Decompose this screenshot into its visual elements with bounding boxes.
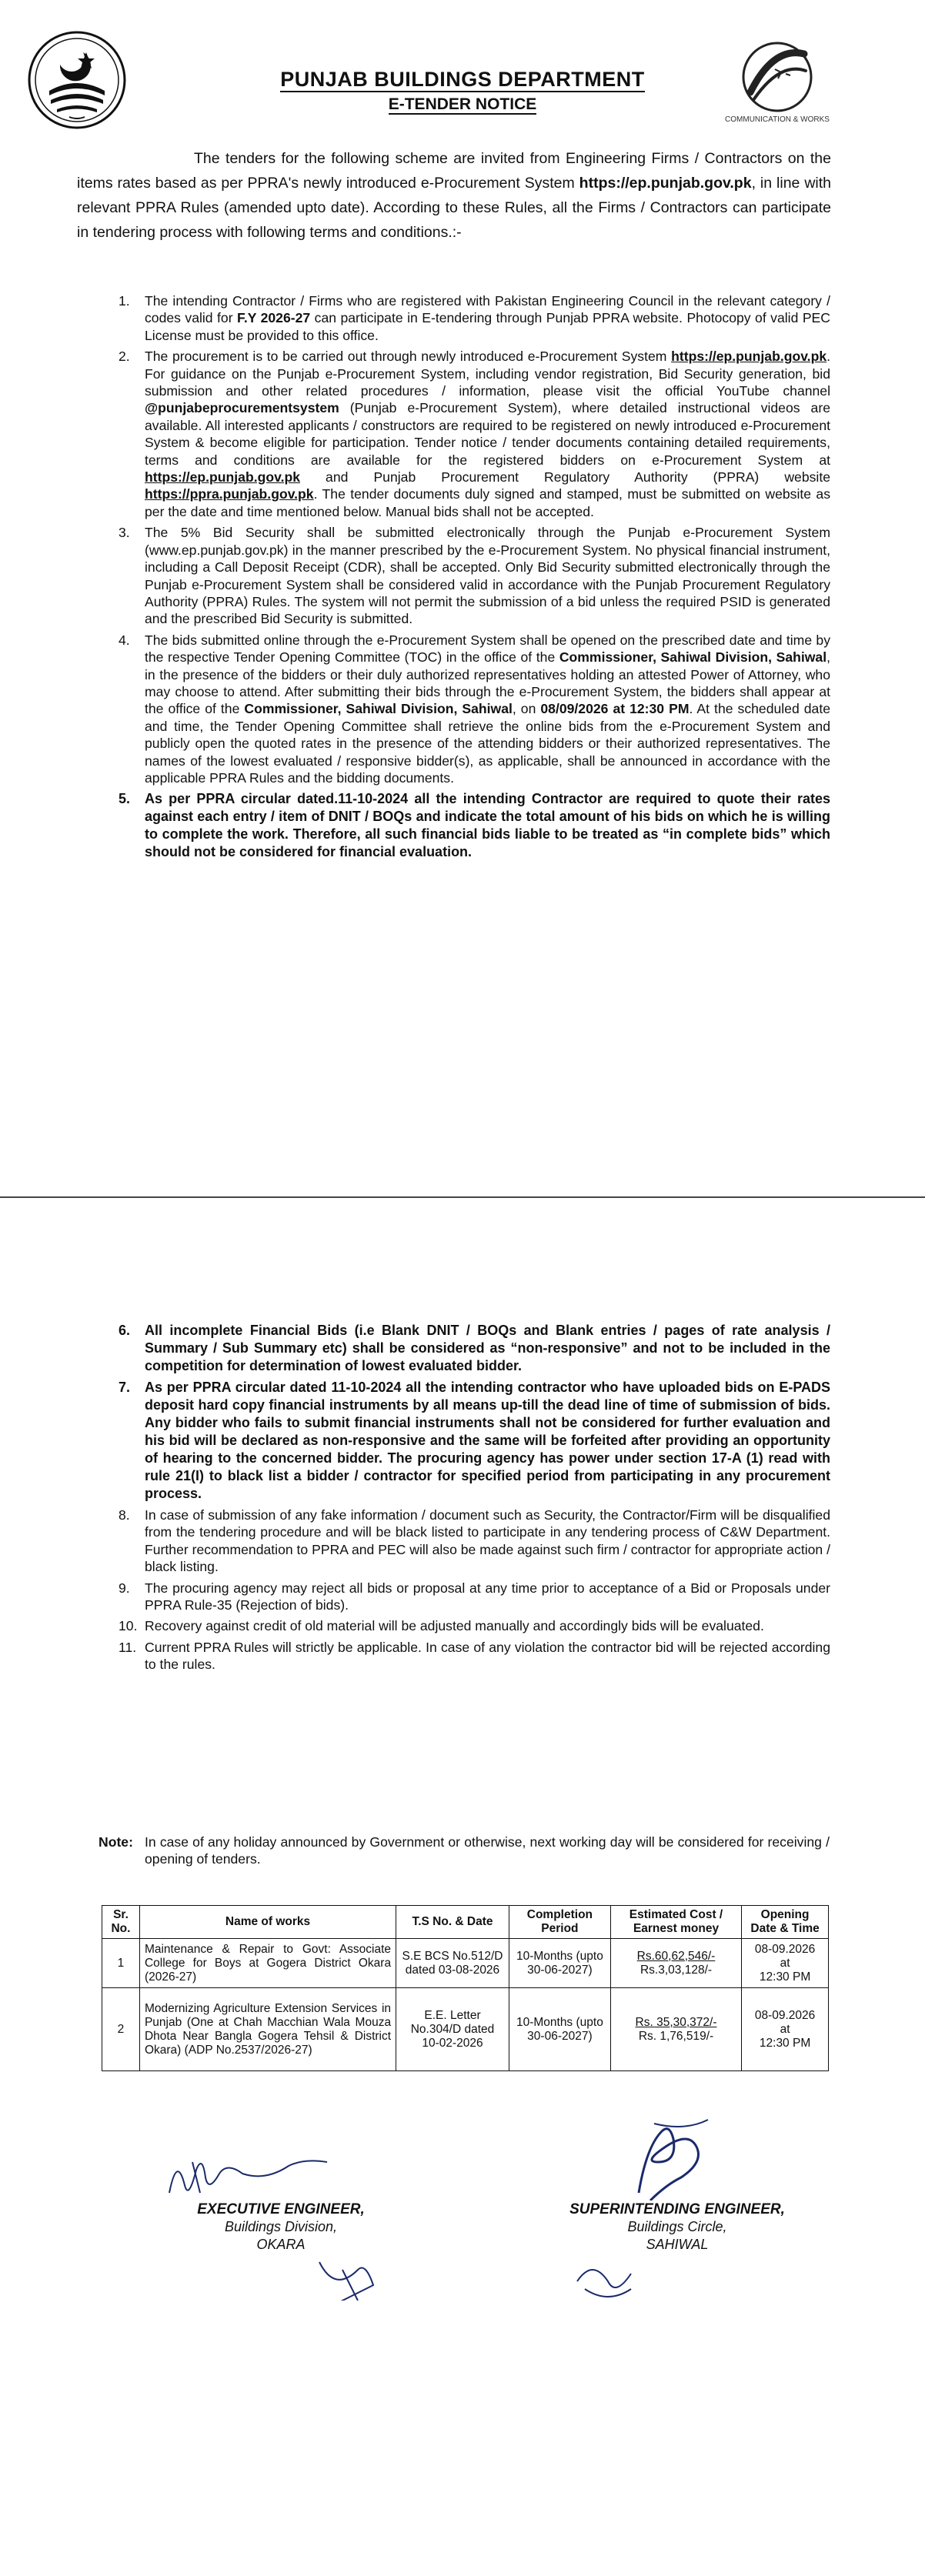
works-table — [102, 1905, 829, 2071]
signatory-office: Buildings Division, — [224, 2219, 338, 2234]
eprocurement-link[interactable]: https://ep.punjab.gov.pk — [579, 175, 752, 192]
col-header-cost: Estimated Cost / Earnest money — [610, 1906, 741, 1939]
earnest-money: Rs. 1,76,519/- — [638, 2029, 714, 2043]
cell-name: Modernizing Agriculture Extension Services in Punjab (One at Chah Macchian Wala Mouza Dhota Near Bangla Gogera Tehsil & District Okara) (ADP No.2537/2026-27) — [139, 1988, 396, 2071]
cell-name: Maintenance & Repair to Govt: Associate College for Boys at Gogera District Okara (2026-27) — [139, 1939, 396, 1988]
superintending-engineer-signature-block — [550, 2201, 804, 2254]
cell-sr: 2 — [102, 1988, 140, 2071]
right-logo-caption: COMMUNICATION & WORKS — [725, 115, 830, 124]
ppra-website-link[interactable]: https://ppra.punjab.gov.pk — [145, 486, 314, 502]
term-2: 2. The procurement is to be carried out through newly introduced e-Procurement System https://ep.punjab.gov.pk. For guidance on the Punjab e-Procurement System, including vendor registration, Bid Security generation, bid submission and other related procedures / information, please visit the official YouTube channel @punjabeprocurementsystem (Punjab e-Procurement System), where detailed instructional videos are available. All interested applicants / constructors are required to be registered on newly introduced e-Procurement System & become eligible for participation. Tender notice / tender documents containing detailed requirements, terms and conditions are available for the registered bidders on e-Procurement System at https://ep.punjab.gov.pk and Punjab Procurement Regulatory Authority (PPRA) website https://ppra.punjab.gov.pk. The tender documents duly signed and stamped, must be submitted on website as per the date and time mentioned below. Manual bids shall not be accepted. — [119, 349, 830, 519]
youtube-channel-link[interactable]: @punjabeprocurementsystem — [145, 400, 339, 416]
cell-opening: 08-09.2026 at 12:30 PM — [742, 1988, 829, 2071]
earnest-money: Rs.3,03,128/- — [639, 1963, 713, 1977]
signatory-office: Buildings Circle, — [627, 2219, 727, 2234]
term-6: 6. All incomplete Financial Bids (i.e Blank DNIT / BOQs and Blank entries / pages of rate analysis / Summary / Sub Summary etc) shall be considered as “non-responsive” and not to be included in the competition for determination of lowest evaluated bidder. — [119, 1323, 830, 1373]
signatory-title: EXECUTIVE ENGINEER, — [197, 2201, 365, 2217]
note-block — [99, 1834, 830, 1868]
executive-engineer-signature-icon — [162, 2147, 339, 2208]
cell-ts: S.E BCS No.512/D dated 03-08-2026 — [396, 1939, 509, 1988]
terms-list-page-two — [109, 1322, 830, 1677]
eprocurement-link[interactable]: https://ep.punjab.gov.pk — [671, 349, 827, 365]
table-row — [102, 1939, 829, 1988]
table-row — [102, 1988, 829, 2071]
note-label: Note: — [99, 1834, 133, 1850]
cell-completion: 10-Months (upto 30-06-2027) — [509, 1988, 610, 2071]
terms-list-page-one — [109, 292, 830, 865]
eprocurement-link[interactable]: https://ep.punjab.gov.pk — [145, 469, 300, 486]
term-4: 4. The bids submitted online through the e-Procurement System shall be opened on the prescribed date and time by the respective Tender Opening Committee (TOC) in the office of the Commissioner, Sahiwal Division, Sahiwal, in the presence of the bidders or their duly authorized representatives holding an attested Power of Attorney, who may choose to attend. After submitting their bids through the e-Procurement System, the bidders shall appear at the office of the Commissioner, Sahiwal Division, Sahiwal, on 08/09/2026 at 12:30 PM. At the scheduled date and time, the Tender Opening Committee shall retrieve the online bids from the e-Procurement System and publicly open the quoted rates in the presence of the attending bidders or their authorized representatives. The names of the lowest evaluated / responsive bidder(s), as applicable, shall be announced in accordance with the applicable PPRA Rules and the bidding documents. — [119, 632, 830, 786]
cell-cost — [610, 1988, 741, 2071]
col-header-name: Name of works — [139, 1906, 396, 1939]
cell-opening: 08-09.2026 at 12:30 PM — [742, 1939, 829, 1988]
notice-title: E-TENDER NOTICE — [388, 95, 537, 113]
intro-paragraph: The tenders for the following scheme are invited from Engineering Firms / Contractors on the items rates based as per PPRA's newly introduced e-Procurement System https://ep.punjab.gov.pk, in line with relevant PPRA Rules (amended upto date). According to these Rules, all the Firms / Contractors can participate in tendering process with following terms and conditions.:- — [77, 150, 831, 241]
col-header-completion: Completion Period — [509, 1906, 610, 1939]
term-3: 3. The 5% Bid Security shall be submitted electronically through the Punjab e-Procurement System (www.ep.punjab.gov.pk) in the manner prescribed by the e-Procurement System. No physical financial instrument, including a Call Deposit Receipt (CDR), shall be accepted. Only Bid Security submitted electronically through the Punjab e-Procurement System shall be considered valid in accordance with the Punjab Procurement Regulatory Authority (PPRA) Rules. The system will not permit the submission of a bid unless the required PSID is generated and the prescribed Bid Security is submitted. — [119, 525, 830, 627]
signatory-location: OKARA — [256, 2237, 306, 2252]
cell-cost — [610, 1939, 741, 1988]
signatory-location: SAHIWAL — [646, 2237, 709, 2252]
cell-completion: 10-Months (upto 30-06-2027) — [509, 1939, 610, 1988]
sahiwal-stamp-scribble-icon — [569, 2258, 639, 2304]
term-11: 11. Current PPRA Rules will strictly be applicable. In case of any violation the contractor bid will be rejected according to the rules. — [119, 1639, 830, 1673]
col-header-sr: Sr. No. — [102, 1906, 140, 1939]
term-7: 7. As per PPRA circular dated 11-10-2024 all the intending contractor who have uploaded bids on E-PADS deposit hard copy financial instruments by all means up-till the dead line of time of submission of bids. Any bidder who fails to submit financial instruments shall not be considered for further evaluation and his bid will be declared as non-responsive and the same will be forfeited after providing an opportunity of hearing to the concerned bidder. The procuring agency has power under section 17-A (1) read with rule 21(I) to black list a bidder / contractor for specified period from participating in any procurement process. — [119, 1380, 830, 1501]
okara-stamp-scribble-icon — [312, 2247, 381, 2301]
term-10: 10. Recovery against credit of old material will be adjusted manually and accordingly bids will be evaluated. — [119, 1618, 764, 1634]
term-8: 8. In case of submission of any fake information / document such as Security, the Contractor/Firm will be disqualified from the tendering procedure and will be black listed to participate in any tendering process of C&W Department. Further recommendation to PPRA and PEC will also be made against such firm / contractor for appropriate action / black listing. — [119, 1507, 830, 1575]
page-one — [0, 0, 925, 1196]
col-header-opening: Opening Date & Time — [742, 1906, 829, 1939]
note-text: In case of any holiday announced by Government or otherwise, next working day will be considered for receiving / opening of tenders. — [145, 1834, 830, 1867]
executive-engineer-signature-block — [165, 2201, 396, 2254]
cell-sr: 1 — [102, 1939, 140, 1988]
page-divider — [0, 1196, 925, 1217]
term-5: 5. As per PPRA circular dated.11-10-2024 all the intending Contractor are required to quote their rates against each entry / item of DNIT / BOQs and indicate the total amount of his bids on which he is willing to complete the work. Therefore, all such financial bids liable to be treated as “in complete bids” which should not be considered for financial evaluation. — [119, 791, 830, 860]
estimated-cost: Rs.60,62,546/- — [636, 1949, 716, 1963]
col-header-ts: T.S No. & Date — [396, 1906, 509, 1939]
estimated-cost: Rs. 35,30,372/- — [635, 2015, 717, 2029]
superintending-engineer-signature-icon — [608, 2116, 731, 2201]
signatory-title: SUPERINTENDING ENGINEER, — [569, 2201, 785, 2217]
table-header-row — [102, 1906, 829, 1939]
department-title: PUNJAB BUILDINGS DEPARTMENT — [280, 68, 645, 91]
term-1: 1. The intending Contractor / Firms who are registered with Pakistan Engineering Council in the relevant category / codes valid for F.Y 2026-27 can participate in E-tendering through Punjab PPRA website. Photocopy of valid PEC License must be provided to this office. — [119, 293, 830, 343]
term-9: 9. The procuring agency may reject all bids or proposal at any time prior to acceptance of a Bid or Proposals under PPRA Rule-35 (Rejection of bids). — [119, 1580, 830, 1613]
cell-ts: E.E. Letter No.304/D dated 10-02-2026 — [396, 1988, 509, 2071]
